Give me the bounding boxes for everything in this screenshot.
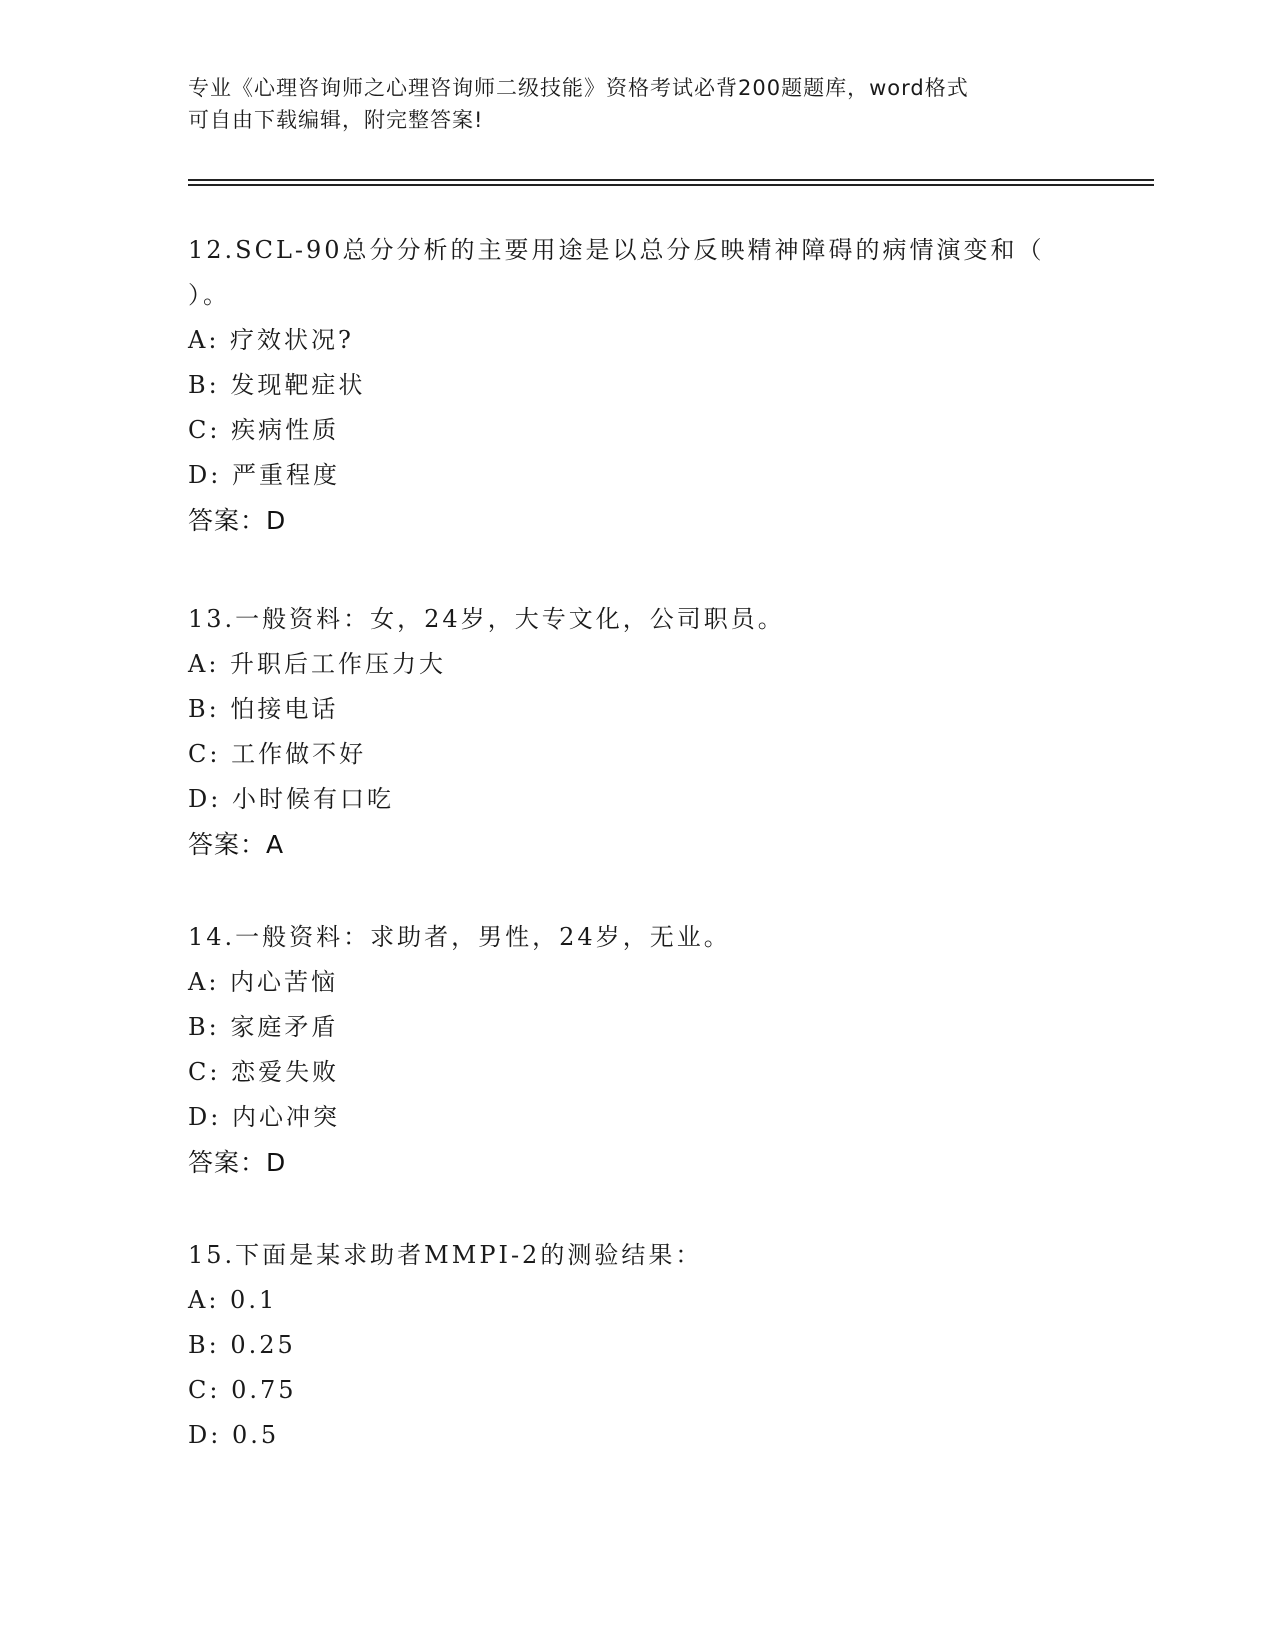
option-b: B: 发现靶症状 <box>188 371 366 399</box>
header-divider-bottom <box>188 184 1154 186</box>
option-d: D: 小时候有口吃 <box>188 785 394 813</box>
question-stem: 13.一般资料：女，24岁，大专文化，公司职员。 <box>188 605 785 633</box>
question-13 <box>188 597 1088 868</box>
question-stem: 12.SCL-90总分分析的主要用途是以总分反映精神障碍的病情演变和（ ）。 <box>188 236 1045 309</box>
option-b: B: 怕接电话 <box>188 695 339 723</box>
option-c: C: 恋爱失败 <box>188 1058 340 1086</box>
option-a: A: 内心苦恼 <box>188 968 339 996</box>
header-line-1: 专业《心理咨询师之心理咨询师二级技能》资格考试必背200题题库，word格式 <box>188 76 969 100</box>
option-b: B: 家庭矛盾 <box>188 1013 339 1041</box>
option-c: C: 疾病性质 <box>188 416 340 444</box>
question-stem: 14.一般资料：求助者，男性，24岁，无业。 <box>188 923 731 951</box>
answer: 答案：A <box>188 830 285 859</box>
question-12 <box>188 228 1088 544</box>
option-c: C: 0.75 <box>188 1376 297 1404</box>
question-stem: 15.下面是某求助者MMPI-2的测验结果： <box>188 1241 703 1269</box>
document-header <box>188 72 1088 136</box>
answer: 答案：D <box>188 506 287 535</box>
option-d: D: 内心冲突 <box>188 1103 340 1131</box>
option-c: C: 工作做不好 <box>188 740 367 768</box>
option-d: D: 0.5 <box>188 1421 280 1449</box>
option-d: D: 严重程度 <box>188 461 340 489</box>
answer: 答案：D <box>188 1148 287 1177</box>
question-14 <box>188 915 1088 1186</box>
option-a: A: 疗效状况? <box>188 326 354 354</box>
question-15 <box>188 1233 1088 1458</box>
option-a: A: 升职后工作压力大 <box>188 650 447 678</box>
option-b: B: 0.25 <box>188 1331 296 1359</box>
header-line-2: 可自由下载编辑，附完整答案! <box>188 108 484 132</box>
option-a: A: 0.1 <box>188 1286 278 1314</box>
header-divider-top <box>188 179 1154 181</box>
